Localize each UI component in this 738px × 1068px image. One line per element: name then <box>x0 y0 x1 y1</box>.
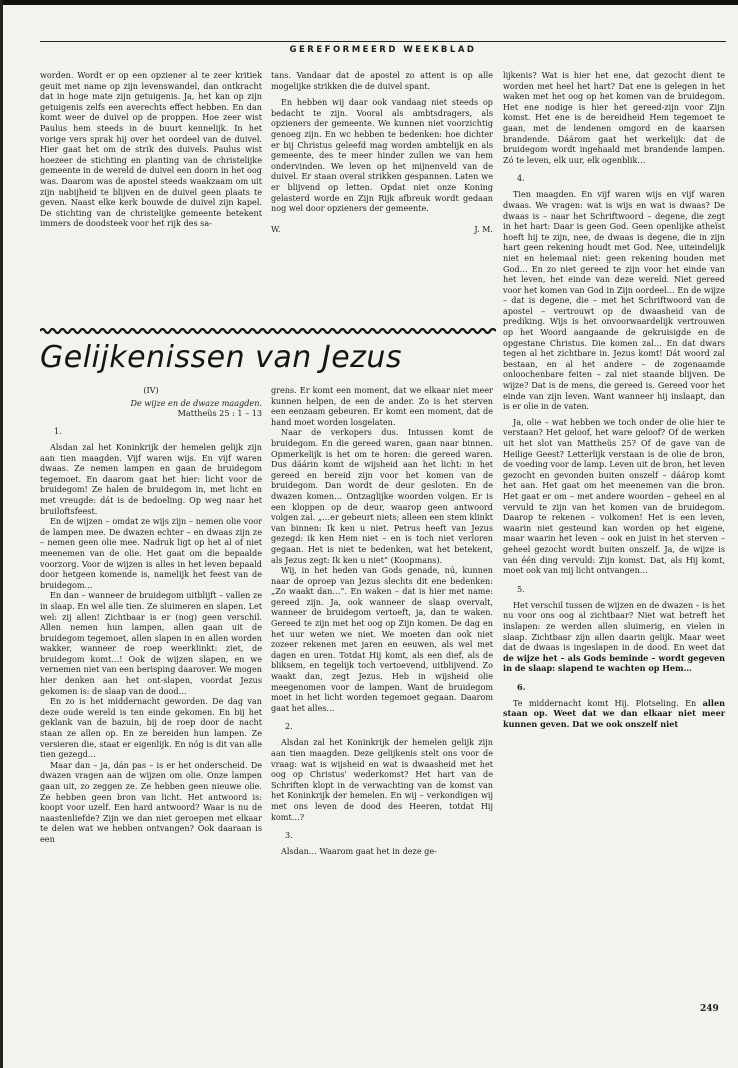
paragraph: En dan – wanneer de bruidegom uitblijft – vallen ze in slaap. En wel alle tien. Ze sluimeren en slapen. Let wel: zij allen! Zichtbaar is er (nog) geen verschil. Allen nemen hun lampen, allen gaan uit de bruidegom tegemoet, allen slapen in en allen worden wakker, wanneer de roep weerklinkt: ziet, de bruidegom komt…! Ook de wijzen slapen, en we vernemen niet van een berisping daarover. We mogen hier denken aan het ont-slapen, voordat Jezus gekomen is: de slaap van de dood… <box>40 590 262 696</box>
paragraph: grens. Er komt een moment, dat we elkaar niet meer kunnen helpen, de een de ander. Zo is het sterven een eenzaam gebeuren. Er komt een moment, dat de hand moet worden losgelaten. <box>271 385 493 427</box>
page-number: 249 <box>700 1004 719 1014</box>
top-column-2 <box>271 70 493 234</box>
paragraph: Maar dan – ja, dán pas – is er het onderscheid. De dwazen vragen aan de wijzen om olie. Onze lampen gaan uit, zo zeggen ze. Ze hebben geen nieuwe olie. Ze hebben geen bron van licht. Het antwoord is: koopt voor uzelf. Een hard antwoord? Waar is nu de naastenliefde? Zijn we dan niet geroepen met elkaar te delen wat we hebben ontvangen? Ook daaraan is een <box>40 759 262 844</box>
header-rule <box>40 41 726 42</box>
top-column-3 <box>503 70 725 730</box>
article-title: Gelijkenissen van Jezus <box>40 340 403 375</box>
signature-left: W. <box>271 223 281 234</box>
article-part: (IV) <box>143 385 159 395</box>
top-column-1 <box>40 70 262 229</box>
section-number: 2. <box>285 721 293 732</box>
paragraph-text: Te middernacht komt Hij. Plotseling. En <box>513 697 703 708</box>
scripture-reference: Mattheüs 25 : 1 – 13 <box>177 408 262 418</box>
paragraph: Wij, in het heden van Gods genade, nú, kunnen naar de oproep van Jezus slechts dit ene bedenken: „Zo waakt dan…”. En waken – dat is hier met name: gereed zijn. Ja, ook wanneer de slaap overvalt, wanneer de bruidegom vertoeft, ja, dan te waken. Gereed te zijn met het oog op Zijn komen. De dag en het uur weten we niet. We moeten dan ook niet zozeer rekenen met jaren en eeuwen, als wel met dagen en uren. Totdat Hij komt, als een dief, als de bliksem, en tegelijk toch vertoevend, uitblijvend. Zo waakt dan, zegt Jezus. Heb in wijsheid olie meegenomen voor de lampen. Want de bruidegom moet in het licht worden tegemoet gegaan. Daarom gaat het alles… <box>271 565 493 713</box>
section-number: 6. <box>517 681 526 692</box>
paragraph: Alsdan zal het Koninkrijk der hemelen gelijk zijn aan tien maagden. Vijf waren wijs. En vijf waren dwaas. Ze nemen lampen en gaan de bruidegom tegemoet. En daarom gaat het hier: licht voor de bruidegom! Ze halen de bruidegom in, met licht en met vreugde: dát is de bedoeling. Op weg naar het bruiloftsfeest. <box>40 442 262 516</box>
article-column-2 <box>271 385 493 857</box>
paragraph: Tien maagden. En vijf waren wijs en vijf waren dwaas. We vragen: wat is wijs en wat is dwaas? De dwaas is – naar het Schriftwoord – degene, die zegt in het hart: Daar is geen God. Geen openlijke atheïst hoeft hij te zijn, nee, de dwaas is degene, die in zijn hart geen rekening houdt met God. Nee, uiteindelijk niet en helemaal niet: geen rekening houden met God… En zo niet gereed te zijn voor het einde van het leven, het einde van deze wereld. Niet gereed voor het komen van God in Zijn oordeel… En de wijze – dat is degene, die – met het Schriftwoord van de apostel – vertrouwt op de dwaasheid van de prediking. Wijs is het onvoorwaardelijk vertrouwen op het Woord aangaande de gekruisigde en de opgestane Christus. Die komen zal… En dat dwars tegen al het zichtbare in. Jezus komt! Dát woord zal bestaan, en al het andere – de zogenaamde onloochenbare feiten – zal niet staande blijven. De wijze? Dat is de mens, die gereed is. Gereed voor het einde van zijn leven. Want wanneer hij inslaapt, dan is er olie in de vaten. <box>503 189 725 412</box>
signature <box>271 224 493 234</box>
paragraph: En hebben wij daar ook vandaag niet steeds op bedacht te zijn. Vooral als ambtsdragers, als opzieners der gemeente. We kunnen niet voorzichtig genoeg zijn. En wc hebben te bedenken: hoe dichter er bij Christus geleefd mag worden ambtelijk en als gemeente, des te meer hinder zullen we van hem ondervinden. We leven op het mijnenveld van de duivel. Er staan overal strikken gespannen. Laten we er blijvend op letten. Opdat niet onze Koning gelasterd worde en Zijn Rijk afbreuk wordt gedaan nog wel door opzieners der gemeente. <box>271 97 493 214</box>
header-title: GEREFORMEERD WEEKBLAD <box>289 45 477 55</box>
section-number: 5. <box>517 583 525 594</box>
paragraph: Ja, olie – wat hebben we toch onder de olie hier te verstaan? Het geloof, het ware geloof? Of de werken uit het slot van Mattheüs 25? Of de gave van de Heilige Geest? Letterlijk verstaan is de olie de bron, de voeding voor de lamp. Leven uit de bron, het leven gezocht en gevonden buiten onszelf – dáárop komt het aan. Het gaat om het meenemen van die bron. Het gaat er om – met andere woorden – geheel en al vervuld te zijn van het komen van de bruidegom. Daarop te rekenen – volkomen! Het is een leven, waarin niet gesteund kan worden op het eigene, maar waarin het leven – ook en juist in het sterven – geheel gezocht wordt buiten onszelf. Ja, de wijze is van één ding vervuld: Zijn komst. Dat, als Hij komt, moet ook van mij licht ontvangen… <box>503 416 725 576</box>
page-header <box>40 41 726 55</box>
paragraph: Alsdan zal het Koninkrijk der hemelen gelijk zijn aan tien maagden. Deze gelijkenis stelt ons voor de vraag: wat is wijsheid en wat is dwaasheid met het oog op Christus' wederkomst? Het hart van de Schriften klopt in de verwachting van de komst van het Koninkrijk der hemelen. En wij – verkondigen wij met ons leven de dood des Heeren, totdat Hij komt…? <box>271 737 493 822</box>
left-edge <box>0 0 3 1068</box>
paragraph: tans. Vandaar dat de apostel zo attent is op alle mogelijke strikken die de duivel spant. <box>271 70 493 91</box>
paragraph: lijkenis? Wat is hier het ene, dat gezocht dient te worden met heel het hart? Dat ene is gelegen in het waken met het oog op het komen van de bruidegom. Het ene nodige is hier het gereed-zijn voor Zijn komst. Het ene is de bereidheid Hem tegemoet te gaan, met de lendenen omgord en de kaarsen brandende. Dáárom gaat het werkelijk: dat de bruidegom wordt ingehaald met brandende lampen. Zó te leven, elk uur, elk ogenblik… <box>503 70 725 165</box>
wavy-divider <box>40 326 496 336</box>
section-number: 3. <box>285 830 293 841</box>
paragraph: En zo is het middernacht geworden. De dag van deze oude wereld is ten einde gekomen. En bij het geklank van de bazuin, bij de roep door de nacht staan ze allen op. En ze bereiden hun lampen. Ze versieren die, staat er eigenlijk. En nóg is dit van alle tien gezegd… <box>40 696 262 760</box>
bold-text: allen staan op. Weet dat we dan elkaar niet meer kunnen geven. Dat we ook onszelf niet <box>503 697 725 730</box>
article-column-1 <box>40 385 262 845</box>
article-subtitle: De wijze en de dwaze maagden. <box>130 398 262 408</box>
paragraph: Naar de verkopers dus. Intussen komt de bruidegom. En die gereed waren, gaan naar binnen. Opmerkelijk is het om te horen: die gereed waren. Dus dáárin komt de wijsheid aan het licht: in het gereed en bereid zijn voor het komen van de bruidegom. Dan wordt de deur gesloten. En de dwazen komen… Ontzaglijke woorden volgen. Er is een kloppen op de deur, waarop geen antwoord volgen zal. „…er gebeurt niets; alleen een stem klinkt van binnen: Ik ken u niet. Petrus heeft van Jezus gezegd: ik ken Hem niet – en is toch niet verloren gegaan. Het is niet te bedenken, wat het betekent, als Jezus zegt: Ik ken u niet” (Koopmans). <box>271 427 493 565</box>
paragraph <box>503 698 725 730</box>
signature-right: J. M. <box>474 223 493 234</box>
paragraph <box>503 600 725 674</box>
top-edge <box>0 0 738 5</box>
paragraph: worden. Wordt er op een opziener al te zeer kritiek geuit met name op zijn levenswandel, dan ontkracht dat in hoge mate zijn getuigenis. Ja, het kan op zijn getuigenis zelfs een averechts effect hebben. En dan komt weer de duivel op de proppen. Hoe zeer wist Paulus hem steeds in de buurt kennelijk. In het vorige vers sprak hij over het oordeel van de duivel. Hier gaat het om de strik des duivels. Paulus wist hoezeer de stichting en planting van de christelijke gemeente in de wereld de duivel een doorn in het oog was. Daarom was de apostel steeds waakzaam om uit zijn nabijheid te blijven en de duivel geen plaats te geven. Naast elke kerk bouwde de duivel zijn kapel. De stichting van de christelijke gemeente betekent immers de doodsteek voor het rijk des sa- <box>40 70 262 229</box>
paragraph: Alsdan… Waarom gaat het in deze ge- <box>281 846 437 857</box>
bold-text: de wijze het – als Gods beminde – wordt gegeven in de slaap: slapend te wachten op Hem… <box>503 652 725 674</box>
section-number: 4. <box>517 173 525 184</box>
paragraph: En de wijzen – omdat ze wijs zijn – nemen olie voor de lampen mee. De dwazen echter – en dwaas zijn ze – nemen geen olie mee. Nadruk ligt op het al of niet meenemen van de olie. Het gaat om die bepaalde voorzorg. Voor de wijzen is alles in het leven bepaald door hetgeen komende is, namelijk het feest van de bruidegom… <box>40 516 262 590</box>
section-number: 1. <box>54 426 62 436</box>
paragraph-text: Het verschil tussen de wijzen en de dwazen – is het nu voor ons oog al zichtbaar? Niet wat betreft het inslapen: ze werden allen sluimerig, en vielen in slaap. Zichtbaar zijn allen daarin gelijk. Maar weet dat de dwaas is ingeslapen in de dood. En weet dat <box>503 599 725 653</box>
